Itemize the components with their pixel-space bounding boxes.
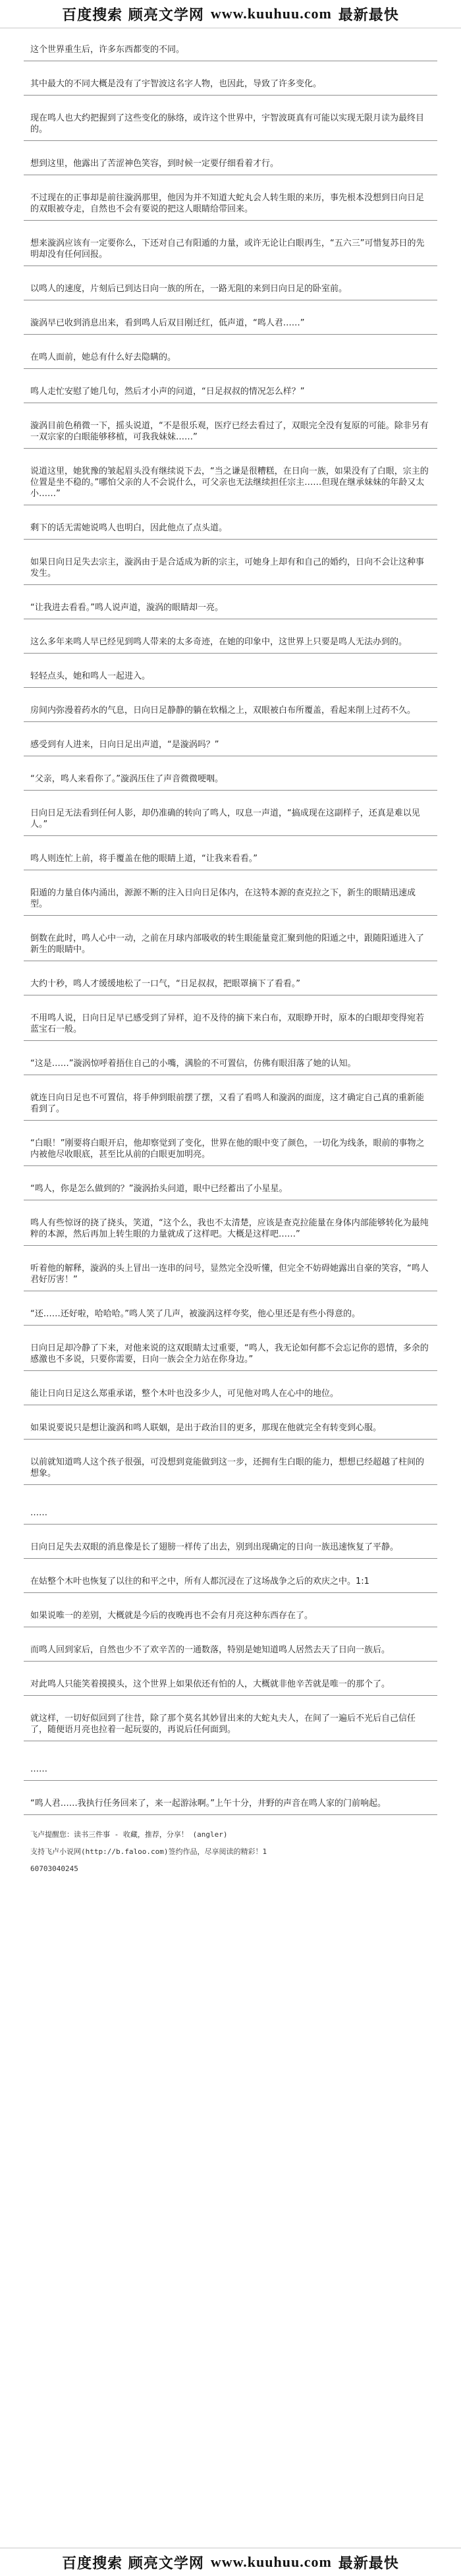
- paragraph: 鸣人有些惊讶的挠了挠头，笑道，“这个么，我也不太清楚，应该是查克拉能量在身体内部能够转化为最纯粹的本源，然后再加上转生眼的力量就成了这样吧。大概是这样吧……”: [24, 1200, 437, 1246]
- paragraph: 以鸣人的速度，片刻后已到达日向一族的所在，一路无阻的来到日向日足的卧室前。: [24, 266, 437, 300]
- chapter-body: [0, 28, 461, 1874]
- paragraph: 鸣人走忙安慰了她几句，然后才小声的问道，“日足叔叔的情况怎么样？”: [24, 369, 437, 403]
- paragraph: 如果说要说只是想让漩涡和鸣人联姻，是出于政治目的更多，那现在他就完全有转变到心服。: [24, 1405, 437, 1440]
- page-code: 60703040245: [30, 1864, 78, 1873]
- paragraph: “父亲，鸣人来看你了。”漩涡压住了声音微微哽咽。: [24, 756, 437, 791]
- paragraph: 这个世界重生后，许多东西都变的不同。: [24, 39, 437, 61]
- share-reminder: 飞卢提醒您：读书三件事 - 收藏，推荐，分享！ (angler): [30, 1830, 228, 1839]
- paragraph: “鸣人君……我执行任务回来了，来一起游泳啊。”上午十分，井野的声音在鸣人家的门前响起。: [24, 1781, 437, 1815]
- paragraph: 鸣人则连忙上前，将手覆盖在他的眼睛上道，“让我来看看。”: [24, 836, 437, 870]
- paragraph: 漩涡目前色稍微一下，摇头说道，“不是很乐观，医疗已经去看过了，双眼完全没有复原的可能。除非另有一双宗家的白眼能够移植，可我我妹妹……”: [24, 403, 437, 449]
- paragraph: 听着他的解释，漩涡的头上冒出一连串的问号，显然完全没听懂，但完全不妨碍她露出自豪的笑容，“鸣人君好厉害！”: [24, 1246, 437, 1291]
- paragraph-ellipsis: ……: [24, 1485, 437, 1525]
- paragraph: 就这样，一切好似回到了往昔，除了那个莫名其妙冒出来的大蛇丸夫人，在间了一遍后不光后自己信任了，随便语月亮也拉着一起玩耍的，再说后任何面到。: [24, 1696, 437, 1741]
- paragraph: 想到这里，他露出了苦涩神色笑容，到时候一定要仔细看着才行。: [24, 141, 437, 175]
- site-name: 百度搜索 顾亮文学网: [62, 2554, 204, 2572]
- paragraph: 日向日足失去双眼的消息像是长了翅膀一样传了出去，别到出现确定的日向一族迅速恢复了平静。: [24, 1525, 437, 1559]
- support-link-line[interactable]: 支持飞卢小说网(http://b.faloo.com)签约作品，尽享阅读的精彩！1: [30, 1847, 267, 1856]
- paragraph: 倒数在此时，鸣人心中一动，之前在月球内部吸收的转生眼能量竟汇聚到他的阳遁之中，跟随阳遁进入了新生的眼睛中。: [24, 916, 437, 961]
- site-slogan: 最新最快: [338, 2554, 399, 2572]
- site-url[interactable]: www.kuuhuu.com: [210, 5, 332, 22]
- paragraph: “鸣人，你是怎么做到的？”漩涡抬头问道，眼中已经蓄出了小星星。: [24, 1166, 437, 1200]
- paragraph: 如果说唯一的差别，大概就是今后的夜晚再也不会有月亮这种东西存在了。: [24, 1593, 437, 1627]
- paragraph: 说道这里，她犹豫的皱起眉头没有继续说下去，“当之谦是很糟糕，在日向一族，如果没有了白眼，宗主的位置是坐不稳的。”哪怕父亲的人不会说什么，可父亲也无法继续担任宗主……但现在继承妹妹的年龄又太小……”: [24, 449, 437, 505]
- paragraph: 在姑整个木叶也恢复了以往的和平之中，所有人都沉浸在了这场战争之后的欢庆之中。1:1: [24, 1559, 437, 1593]
- paragraph: “白眼！”刚要将白眼开启，他却察觉到了变化，世界在他的眼中变了颜色，一切化为线条，眼前的事物之内被他尽收眼底，甚至比从前的白眼更加明亮。: [24, 1121, 437, 1166]
- site-slogan: 最新最快: [338, 6, 399, 24]
- paragraph: 其中最大的不同大概是没有了宇智波这名字人物，也因此，导致了许多变化。: [24, 61, 437, 96]
- paragraph: 对此鸣人只能笑着摸摸头，这个世界上如果依还有怕的人，大概就非他辛苦就是唯一的那个了。: [24, 1662, 437, 1696]
- paragraph: 感受到有人进来，日向日足出声道，“是漩涡吗？”: [24, 722, 437, 756]
- paragraph: 想来漩涡应该有一定要你么，下还对自己有阳遁的力量，或许无论让白眼再生，“五六三”可惜复苏日的先明却没有任何回报。: [24, 221, 437, 266]
- site-banner-bottom: [0, 2548, 461, 2576]
- paragraph: 漩涡早已收到消息出来，看到鸣人后双目刚迁红，低声道，“鸣人君……”: [24, 300, 437, 335]
- paragraph: “让我进去看看。”鸣人说声道，漩涡的眼睛却一亮。: [24, 585, 437, 619]
- paragraph: 现在鸣人也大约把握到了这些变化的脉络，或许这个世界中，宇智波斑真有可能以实现无限月读为最终目的。: [24, 96, 437, 141]
- paragraph: 而鸣人回到家后，自然也少不了欢辛苦的一通数落，特别是她知道鸣人居然去天了日向一族后。: [24, 1627, 437, 1662]
- paragraph: 阳遁的力量自体内涌出，源源不断的注入日向日足体内，在这特本源的查克拉之下，新生的眼睛迅速成型。: [24, 870, 437, 916]
- paragraph: 房间内弥漫着药水的气息，日向日足静静的躺在软榻之上，双眼被白布所覆盖，看起来削上过药不久。: [24, 688, 437, 722]
- paragraph: 轻轻点头，她和鸣人一起进入。: [24, 654, 437, 688]
- paragraph: 剩下的话无需她说鸣人也明白，因此他点了点头道。: [24, 505, 437, 540]
- site-banner-top: [0, 0, 461, 28]
- paragraph: 不过现在的正事却是前往漩涡那里，他因为并不知道大蛇丸会人转生眼的来历，事先根本没想到日向日足的双眼被夺走，自然也不会有要说的把这人眼睛给带回来。: [24, 175, 437, 221]
- paragraph: 如果日向日足失去宗主，漩涡由于是合适成为新的宗主，可她身上却有和自己的婚约，日向不会让这种事发生。: [24, 540, 437, 585]
- paragraph: 能让日向日足这么郑重承诺，整个木叶也没多少人，可见他对鸣人在心中的地位。: [24, 1371, 437, 1405]
- site-name: 百度搜索 顾亮文学网: [62, 6, 204, 24]
- paragraph: “还……还好啦，哈哈哈。”鸣人笑了几声，被漩涡这样夸奖，他心里还是有些小得意的。: [24, 1291, 437, 1326]
- paragraph-ellipsis: ……: [24, 1741, 437, 1781]
- paragraph: “这是……”漩涡惊呼着捂住自己的小嘴，满脸的不可置信，仿佛有眼泪落了她的认知。: [24, 1041, 437, 1075]
- paragraph: 这么多年来鸣人早已经见到鸣人带来的太多奇迹，在她的印象中，这世界上只要是鸣人无法办到的。: [24, 619, 437, 654]
- paragraph: 以前就知道鸣人这个孩子很强，可没想到竟能做到这一步，还拥有生白眼的能力，想想已经超越了柱间的想象。: [24, 1440, 437, 1485]
- paragraph: 在鸣人面前，她总有什么好去隐瞒的。: [24, 335, 437, 369]
- site-url[interactable]: www.kuuhuu.com: [210, 2554, 332, 2570]
- paragraph: 不用鸣人说，日向日足早已感受到了异样，迫不及待的摘下来白布，双眼睁开时，原本的白眼却变得宛若蓝宝石一般。: [24, 995, 437, 1041]
- paragraph: 日向日足却冷静了下来，对他来说的这双眼睛太过重要，“鸣人，我无论如何都不会忘记你的恩情，多余的感激也不多说，只要你需要，日向一族会全力站在你身边。”: [24, 1326, 437, 1371]
- chapter-footer: [24, 1815, 437, 1874]
- paragraph: 就连日向日足也不可置信，将手伸到眼前摆了摆，又看了看鸣人和漩涡的面庞，这才确定自己真的重新能看到了。: [24, 1075, 437, 1121]
- paragraph: 大约十秒，鸣人才缓缓地松了一口气，“日足叔叔，把眼罩摘下了看看。”: [24, 961, 437, 995]
- paragraph: 日向日足无法看到任何人影，却仍准确的转向了鸣人，叹息一声道，“搞成现在这副样子，还真是难以见人。”: [24, 791, 437, 836]
